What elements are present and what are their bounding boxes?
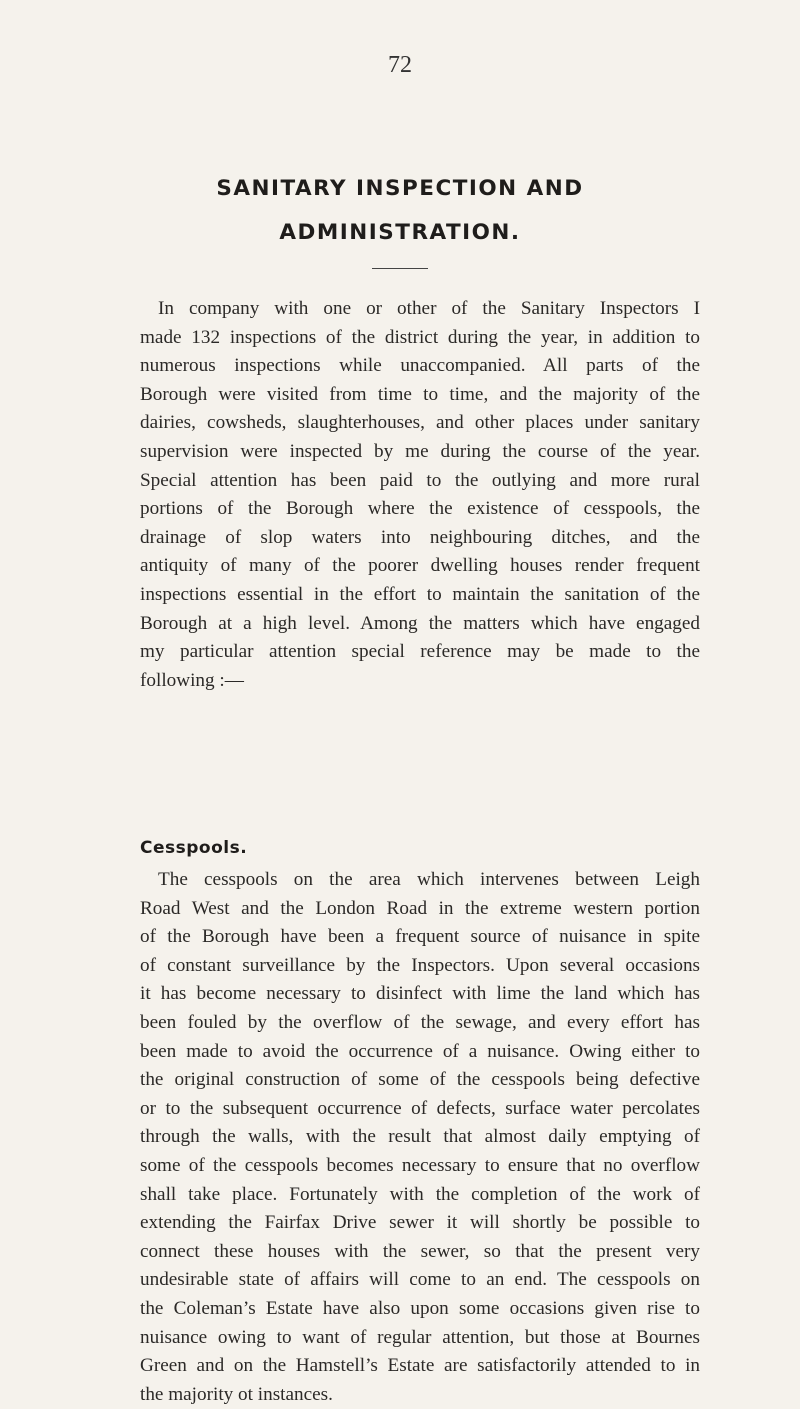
paragraph-line: been fouled by the overflow of the sewage, and every effort has: [140, 1011, 700, 1033]
paragraph-line: shall take place. Fortunately with the completion of the work of: [140, 1183, 700, 1205]
paragraph-line: numerous inspections while unaccompanied. All parts of the: [140, 355, 700, 377]
paragraph-line: Borough at a high level. Among the matters which have engaged: [140, 612, 700, 634]
paragraph-line: nuisance owing to want of regular attention, but those at Bournes: [140, 1326, 700, 1348]
paragraph-line: extending the Fairfax Drive sewer it will shortly be possible to: [140, 1212, 700, 1234]
paragraph-line: Special attention has been paid to the outlying and more rural: [140, 469, 700, 491]
page-title-line-1: SANITARY INSPECTION AND: [216, 176, 584, 201]
paragraph-line: Borough were visited from time to time, and the majority of the: [140, 383, 700, 405]
paragraph-line: The cesspools on the area which intervenes between Leigh: [158, 869, 700, 890]
paragraph-line: some of the cesspools becomes necessary to ensure that no overflow: [140, 1154, 700, 1176]
paragraph-line: portions of the Borough where the existence of cesspools, the: [140, 498, 700, 520]
paragraph-line: antiquity of many of the poorer dwelling houses render frequent: [140, 555, 700, 577]
intro-paragraph: [140, 295, 700, 695]
paragraph-line: In company with one or other of the Sanitary Inspectors I: [158, 298, 700, 319]
paragraph-line: following :—: [140, 669, 244, 691]
paragraph-line: been made to avoid the occurrence of a nuisance. Owing either to: [140, 1040, 700, 1062]
paragraph-line: the majority ot instances.: [140, 1383, 333, 1405]
page-title-line-2: ADMINISTRATION.: [279, 220, 521, 245]
paragraph-line: drainage of slop waters into neighbouring ditches, and the: [140, 526, 700, 548]
cesspools-paragraph: [140, 866, 700, 1409]
paragraph-line: Green and on the Hamstell’s Estate are satisfactorily attended to in: [140, 1355, 700, 1377]
paragraph-line: of the Borough have been a frequent source of nuisance in spite: [140, 926, 700, 948]
page-number: 72: [388, 52, 412, 78]
paragraph-line: it has become necessary to disinfect with lime the land which has: [140, 983, 700, 1005]
section-heading-cesspools: Cesspools.: [140, 838, 248, 858]
paragraph-line: dairies, cowsheds, slaughterhouses, and other places under sanitary: [140, 412, 700, 434]
paragraph-line: the Coleman’s Estate have also upon some occasions given rise to: [140, 1297, 700, 1319]
paragraph-line: supervision were inspected by me during the course of the year.: [140, 440, 700, 462]
paragraph-line: my particular attention special reference may be made to the: [140, 641, 700, 663]
paragraph-line: Road West and the London Road in the extreme western portion: [140, 897, 700, 919]
paragraph-line: undesirable state of affairs will come to an end. The cesspools on: [140, 1269, 700, 1291]
paragraph-line: the original construction of some of the cesspools being defective: [140, 1069, 700, 1091]
paragraph-line: through the walls, with the result that almost daily emptying of: [140, 1126, 700, 1148]
paragraph-line: or to the subsequent occurrence of defects, surface water percolates: [140, 1097, 700, 1119]
paragraph-line: inspections essential in the effort to maintain the sanitation of the: [140, 583, 700, 605]
title-divider: [372, 268, 428, 269]
paragraph-line: connect these houses with the sewer, so that the present very: [140, 1240, 700, 1262]
paragraph-line: of constant surveillance by the Inspectors. Upon several occasions: [140, 954, 700, 976]
paragraph-line: made 132 inspections of the district during the year, in addition to: [140, 326, 700, 348]
